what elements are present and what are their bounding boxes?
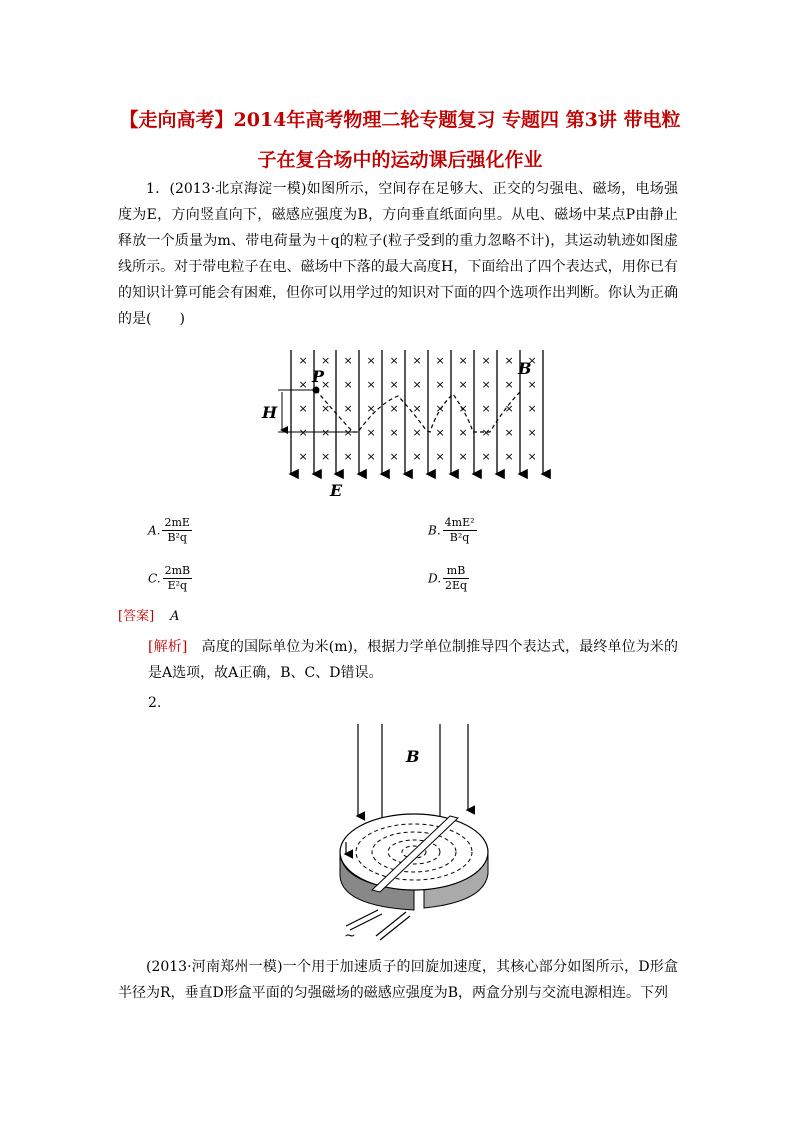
b-field-cross: × — [458, 378, 468, 391]
analysis-block — [148, 634, 678, 686]
option-c-label: C. — [148, 571, 161, 586]
b-field-cross: × — [504, 426, 514, 439]
label-e: E — [330, 481, 343, 500]
b-field-cross: × — [412, 450, 422, 463]
b-field-cross: × — [481, 450, 491, 463]
b-field-cross: × — [458, 450, 468, 463]
b-field-cross: × — [412, 426, 422, 439]
b-field-cross: × — [343, 354, 353, 367]
label-h: H — [262, 403, 278, 422]
option-d — [428, 564, 469, 593]
option-c-numerator: 2mB — [164, 564, 191, 577]
b-field-cross: × — [343, 426, 353, 439]
b-field-cross: × — [458, 354, 468, 367]
b-field-cross: × — [435, 402, 445, 415]
answer-line — [118, 604, 678, 630]
option-a-label: A. — [148, 523, 161, 538]
b-field-cross: × — [412, 402, 422, 415]
b-field-cross: × — [504, 378, 514, 391]
b-field-cross: × — [298, 378, 308, 391]
label-b-field: B — [406, 747, 420, 766]
figure-1-field-diagram — [258, 346, 558, 502]
b-field-cross: × — [458, 402, 468, 415]
label-b: B — [518, 359, 532, 378]
option-a-denominator: B²q — [167, 531, 187, 544]
b-field-cross: × — [343, 378, 353, 391]
b-field-cross: × — [481, 378, 491, 391]
b-field-cross: × — [298, 354, 308, 367]
figure-2-cyclotron-diagram — [318, 714, 508, 944]
b-field-cross: × — [389, 426, 399, 439]
option-d-denominator: 2Eq — [445, 579, 468, 592]
question-1-text: 1．(2013·北京海淀一模)如图所示，空间存在足够大、正交的匀强电、磁场，电场强度为E，方向竖直向下，磁感应强度为B，方向垂直纸面向里。从电、磁场中某点P由静止释放一个质量为m、带电荷量为＋q的粒子(粒子受到的重力忽略不计)，其运动轨迹如图虚线所示。对于带电粒子在电、磁场中下落的最大高度H，下面给出了四个表达式，用你已有的知识计算可能会有困难，但你可以用学过的知识对下面的四个选项作出判断。你认为正确的是( ) — [118, 181, 678, 327]
b-field-cross: × — [481, 402, 491, 415]
document-title — [110, 100, 690, 180]
option-d-numerator: mB — [443, 564, 469, 579]
option-a — [148, 516, 192, 545]
b-field-cross: × — [481, 354, 491, 367]
option-b — [428, 516, 477, 545]
b-field-cross: × — [435, 378, 445, 391]
b-field-cross: × — [412, 354, 422, 367]
b-field-cross: × — [366, 378, 376, 391]
b-field-cross: × — [298, 402, 308, 415]
b-field-cross: × — [298, 426, 308, 439]
b-field-cross: × — [504, 354, 514, 367]
b-field-cross: × — [366, 450, 376, 463]
b-field-cross: × — [321, 354, 331, 367]
b-field-cross: × — [366, 354, 376, 367]
option-b-label: B. — [428, 523, 441, 538]
b-field-cross: × — [389, 402, 399, 415]
question-2-text: (2013·河南郑州一模)一个用于加速质子的回旋加速度，其核心部分如图所示，D形盒半径为R，垂直D形盒平面的匀强磁场的磁感应强度为B，两盒分别与交流电源相连。下列 — [118, 959, 678, 1001]
option-d-label: D. — [428, 571, 442, 586]
b-field-cross: × — [527, 450, 537, 463]
title-line-2: 子在复合场中的运动课后强化作业 — [257, 149, 543, 171]
b-field-cross: × — [435, 426, 445, 439]
b-field-cross: × — [412, 378, 422, 391]
option-b-numerator: 4mE² — [444, 516, 475, 529]
title-line-1: 【走向高考】2014年高考物理二轮专题复习 专题四 第3讲 带电粒 — [119, 109, 681, 131]
b-field-cross: × — [366, 426, 376, 439]
option-a-numerator: 2mE — [164, 516, 190, 529]
b-field-cross: × — [321, 426, 331, 439]
option-b-denominator: B²q — [449, 531, 470, 544]
b-field-cross: × — [458, 426, 468, 439]
b-field-cross: × — [321, 378, 331, 391]
b-field-cross: × — [343, 450, 353, 463]
b-field-cross: × — [321, 402, 331, 415]
b-field-cross: × — [504, 450, 514, 463]
b-field-cross: × — [527, 378, 537, 391]
question-2-number: 2. — [148, 695, 162, 711]
label-p: P — [312, 367, 325, 386]
analysis-tag: [解析] — [148, 639, 188, 655]
b-field-cross: × — [321, 450, 331, 463]
b-field-cross: × — [481, 426, 491, 439]
b-field-cross: × — [389, 354, 399, 367]
analysis-text: 高度的国际单位为米(m)，根据力学单位制推导四个表达式，最终单位为米的是A选项，故A正确，B、C、D错误。 — [148, 639, 678, 681]
b-field-cross: × — [435, 354, 445, 367]
b-field-cross: × — [527, 426, 537, 439]
b-field-cross: × — [298, 450, 308, 463]
b-field-cross: × — [527, 354, 537, 367]
answer-value: A — [170, 609, 180, 624]
b-field-cross: × — [435, 450, 445, 463]
label-ac-source: ~ — [344, 928, 356, 944]
option-c — [148, 564, 192, 593]
b-field-cross: × — [366, 402, 376, 415]
b-field-cross: × — [389, 378, 399, 391]
b-field-cross: × — [527, 402, 537, 415]
b-field-cross: × — [389, 450, 399, 463]
option-c-denominator: E²q — [167, 579, 188, 592]
answer-tag: [答案] — [118, 609, 155, 624]
b-field-cross: × — [343, 402, 353, 415]
b-field-cross: × — [504, 402, 514, 415]
